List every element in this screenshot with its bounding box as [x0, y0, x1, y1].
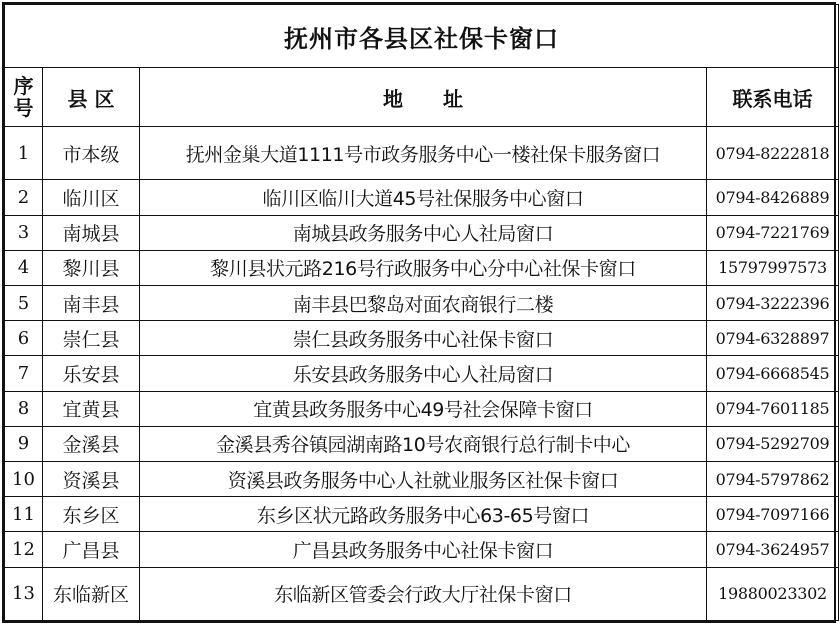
social-security-card-window-table	[2, 2, 836, 623]
row-phone: 0794-8222818	[707, 127, 839, 180]
table-row	[5, 391, 839, 426]
header-row	[5, 68, 839, 127]
row-county: 资溪县	[43, 461, 140, 496]
row-address: 临川区临川大道45号社保服务中心窗口	[140, 180, 707, 215]
row-phone: 0794-3222396	[707, 285, 839, 320]
header-phone: 联系电话	[707, 68, 839, 127]
row-phone: 0794-6328897	[707, 321, 839, 356]
row-county: 东乡区	[43, 497, 140, 532]
row-address: 广昌县政务服务中心社保卡窗口	[140, 532, 707, 567]
row-number: 3	[5, 215, 43, 250]
row-address: 资溪县政务服务中心人社就业服务区社保卡窗口	[140, 461, 707, 496]
table	[4, 4, 839, 621]
row-address: 宜黄县政务服务中心49号社会保障卡窗口	[140, 391, 707, 426]
row-phone: 0794-7221769	[707, 215, 839, 250]
table-row	[5, 127, 839, 180]
header-index	[5, 68, 43, 127]
table-row	[5, 250, 839, 285]
row-number: 8	[5, 391, 43, 426]
row-number: 1	[5, 127, 43, 180]
row-number: 5	[5, 285, 43, 320]
row-phone: 0794-5292709	[707, 426, 839, 461]
row-address: 东乡区状元路政务服务中心63-65号窗口	[140, 497, 707, 532]
row-county: 乐安县	[43, 356, 140, 391]
table-row	[5, 285, 839, 320]
row-address: 抚州金巢大道1111号市政务服务中心一楼社保卡服务窗口	[140, 127, 707, 180]
row-number: 13	[5, 567, 43, 620]
row-county: 广昌县	[43, 532, 140, 567]
row-address: 南丰县巴黎岛对面农商银行二楼	[140, 285, 707, 320]
table-row	[5, 532, 839, 567]
row-phone: 0794-7097166	[707, 497, 839, 532]
row-county: 南城县	[43, 215, 140, 250]
row-county: 临川区	[43, 180, 140, 215]
row-county: 崇仁县	[43, 321, 140, 356]
header-county: 县 区	[43, 68, 140, 127]
row-number: 9	[5, 426, 43, 461]
row-number: 4	[5, 250, 43, 285]
header-index-line1: 序	[13, 74, 34, 98]
row-phone: 0794-7601185	[707, 391, 839, 426]
row-address: 南城县政务服务中心人社局窗口	[140, 215, 707, 250]
row-number: 12	[5, 532, 43, 567]
row-county: 南丰县	[43, 285, 140, 320]
table-row	[5, 321, 839, 356]
row-county: 东临新区	[43, 567, 140, 620]
row-address: 乐安县政务服务中心人社局窗口	[140, 356, 707, 391]
row-phone: 0794-8426889	[707, 180, 839, 215]
row-phone: 0794-3624957	[707, 532, 839, 567]
row-phone: 19880023302	[707, 567, 839, 620]
row-number: 11	[5, 497, 43, 532]
table-row	[5, 497, 839, 532]
table-row	[5, 356, 839, 391]
row-county: 市本级	[43, 127, 140, 180]
row-address: 崇仁县政务服务中心社保卡窗口	[140, 321, 707, 356]
header-address: 地址	[140, 68, 707, 127]
row-number: 10	[5, 461, 43, 496]
row-county: 黎川县	[43, 250, 140, 285]
table-row	[5, 426, 839, 461]
row-address: 东临新区管委会行政大厅社保卡窗口	[140, 567, 707, 620]
table-title: 抚州市各县区社保卡窗口	[5, 5, 839, 68]
table-row	[5, 567, 839, 620]
row-phone: 0794-6668545	[707, 356, 839, 391]
table-row	[5, 180, 839, 215]
row-address: 黎川县状元路216号行政服务中心分中心社保卡窗口	[140, 250, 707, 285]
row-phone: 0794-5797862	[707, 461, 839, 496]
table-body	[5, 127, 839, 621]
row-number: 2	[5, 180, 43, 215]
row-address: 金溪县秀谷镇园湖南路10号农商银行总行制卡中心	[140, 426, 707, 461]
row-county: 金溪县	[43, 426, 140, 461]
row-number: 6	[5, 321, 43, 356]
row-county: 宜黄县	[43, 391, 140, 426]
table-row	[5, 215, 839, 250]
table-row	[5, 461, 839, 496]
header-index-line2: 号	[13, 96, 34, 120]
row-number: 7	[5, 356, 43, 391]
row-phone: 15797997573	[707, 250, 839, 285]
